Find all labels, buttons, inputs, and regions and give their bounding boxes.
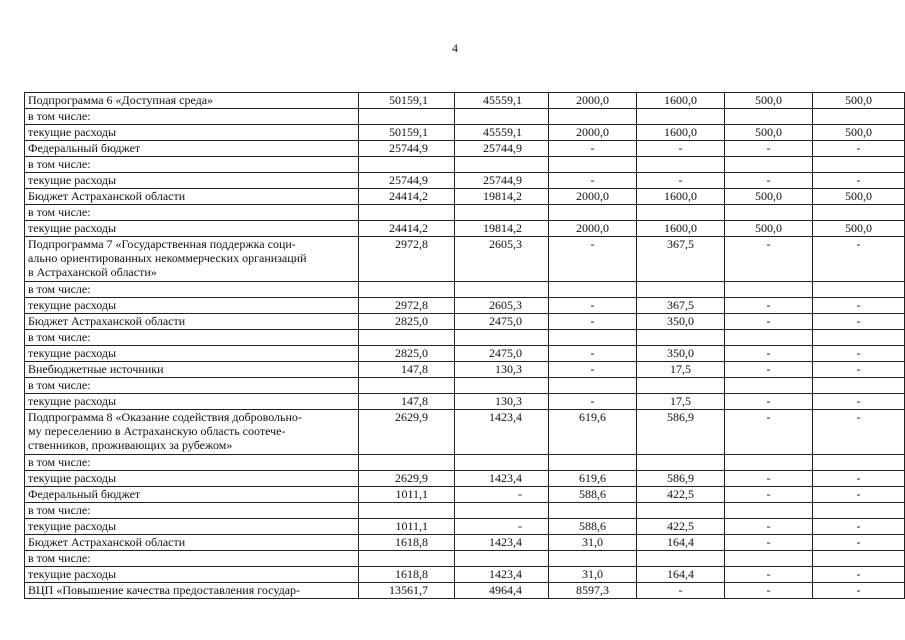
cell-value — [549, 455, 637, 471]
cell-value: - — [725, 141, 813, 157]
cell-value: 50159,1 — [359, 93, 455, 109]
cell-value: - — [725, 298, 813, 314]
cell-value: - — [725, 394, 813, 410]
cell-value: 31,0 — [549, 567, 637, 583]
cell-value — [549, 205, 637, 221]
cell-value — [637, 205, 725, 221]
cell-value — [359, 503, 455, 519]
cell-value: 4964,4 — [455, 583, 549, 599]
cell-value: - — [813, 237, 905, 282]
table-row — [25, 535, 905, 551]
cell-value: 2825,0 — [359, 314, 455, 330]
cell-value: 422,5 — [637, 487, 725, 503]
row-label: в том числе: — [25, 205, 359, 221]
cell-value: - — [725, 314, 813, 330]
cell-value — [637, 503, 725, 519]
cell-value — [813, 109, 905, 125]
cell-value: - — [549, 362, 637, 378]
cell-value: 1423,4 — [455, 471, 549, 487]
cell-value: - — [725, 471, 813, 487]
row-label: в том числе: — [25, 378, 359, 394]
cell-value — [637, 282, 725, 298]
cell-value — [725, 551, 813, 567]
cell-value: - — [725, 173, 813, 189]
cell-value — [455, 551, 549, 567]
cell-value — [637, 378, 725, 394]
table-row — [25, 282, 905, 298]
cell-value: 2605,3 — [455, 298, 549, 314]
cell-value: 2629,9 — [359, 410, 455, 455]
cell-value — [813, 205, 905, 221]
row-label: в том числе: — [25, 551, 359, 567]
row-label-line: ально ориентированных некоммерческих организаций — [28, 251, 307, 265]
cell-value: 2000,0 — [549, 221, 637, 237]
cell-value — [359, 282, 455, 298]
cell-value: 1423,4 — [455, 410, 549, 455]
row-label: текущие расходы — [25, 221, 359, 237]
table-row — [25, 394, 905, 410]
cell-value: 500,0 — [813, 93, 905, 109]
cell-value: 25744,9 — [455, 141, 549, 157]
table-row — [25, 109, 905, 125]
cell-value: 147,8 — [359, 394, 455, 410]
cell-value: - — [813, 410, 905, 455]
row-label-line: му переселению в Астраханскую область соотече- — [28, 424, 286, 438]
table-row — [25, 205, 905, 221]
cell-value: - — [725, 410, 813, 455]
cell-value: 130,3 — [455, 362, 549, 378]
cell-value — [637, 551, 725, 567]
cell-value — [813, 282, 905, 298]
cell-value — [813, 157, 905, 173]
cell-value: 1618,8 — [359, 535, 455, 551]
row-label: Федеральный бюджет — [25, 141, 359, 157]
cell-value — [637, 330, 725, 346]
cell-value: - — [813, 314, 905, 330]
cell-value — [549, 282, 637, 298]
row-label: текущие расходы — [25, 519, 359, 535]
table-row — [25, 93, 905, 109]
cell-value: 1618,8 — [359, 567, 455, 583]
cell-value: - — [725, 346, 813, 362]
cell-value — [725, 205, 813, 221]
table-row — [25, 125, 905, 141]
cell-value: 619,6 — [549, 410, 637, 455]
cell-value — [813, 378, 905, 394]
cell-value — [359, 205, 455, 221]
cell-value: 2605,3 — [455, 237, 549, 282]
cell-value: 500,0 — [725, 125, 813, 141]
cell-value: 619,6 — [549, 471, 637, 487]
row-label: текущие расходы — [25, 567, 359, 583]
budget-table — [24, 92, 905, 599]
cell-value: 2972,8 — [359, 237, 455, 282]
row-label: Бюджет Астраханской области — [25, 314, 359, 330]
cell-value: 1423,4 — [455, 535, 549, 551]
row-label-line: в Астраханской области» — [28, 265, 157, 279]
cell-value: 1600,0 — [637, 221, 725, 237]
row-label: текущие расходы — [25, 394, 359, 410]
table-row — [25, 551, 905, 567]
page-number: 4 — [452, 41, 458, 55]
cell-value: - — [725, 535, 813, 551]
cell-value: 1011,1 — [359, 519, 455, 535]
table-row — [25, 362, 905, 378]
cell-value: - — [549, 141, 637, 157]
table-row — [25, 189, 905, 205]
cell-value: - — [637, 173, 725, 189]
cell-value: 1600,0 — [637, 93, 725, 109]
cell-value: 350,0 — [637, 314, 725, 330]
cell-value: 31,0 — [549, 535, 637, 551]
cell-value: 24414,2 — [359, 189, 455, 205]
table-row — [25, 314, 905, 330]
cell-value: - — [813, 567, 905, 583]
cell-value: 422,5 — [637, 519, 725, 535]
cell-value: - — [455, 487, 549, 503]
cell-value — [725, 503, 813, 519]
cell-value — [637, 455, 725, 471]
cell-value: 50159,1 — [359, 125, 455, 141]
table-row — [25, 378, 905, 394]
cell-value: 586,9 — [637, 471, 725, 487]
row-label: Федеральный бюджет — [25, 487, 359, 503]
cell-value — [813, 455, 905, 471]
row-label — [25, 410, 359, 455]
cell-value — [725, 330, 813, 346]
row-label: в том числе: — [25, 157, 359, 173]
cell-value: 500,0 — [813, 189, 905, 205]
table-row — [25, 173, 905, 189]
table-row — [25, 455, 905, 471]
cell-value: - — [813, 394, 905, 410]
table-row — [25, 410, 905, 455]
cell-value: 130,3 — [455, 394, 549, 410]
cell-value: - — [813, 471, 905, 487]
cell-value: 25744,9 — [359, 141, 455, 157]
row-label: в том числе: — [25, 503, 359, 519]
cell-value — [725, 378, 813, 394]
cell-value — [549, 378, 637, 394]
cell-value: - — [813, 346, 905, 362]
row-label: текущие расходы — [25, 125, 359, 141]
row-label: текущие расходы — [25, 173, 359, 189]
cell-value: - — [725, 567, 813, 583]
cell-value: - — [549, 173, 637, 189]
cell-value: 1423,4 — [455, 567, 549, 583]
cell-value: - — [637, 141, 725, 157]
cell-value: 19814,2 — [455, 189, 549, 205]
cell-value — [359, 157, 455, 173]
cell-value: - — [637, 583, 725, 599]
cell-value: 25744,9 — [455, 173, 549, 189]
row-label: Подпрограмма 6 «Доступная среда» — [25, 93, 359, 109]
cell-value: 1600,0 — [637, 125, 725, 141]
cell-value: 25744,9 — [359, 173, 455, 189]
cell-value — [455, 109, 549, 125]
cell-value: - — [813, 362, 905, 378]
cell-value: - — [549, 314, 637, 330]
table-row — [25, 567, 905, 583]
cell-value: 500,0 — [813, 125, 905, 141]
cell-value — [455, 503, 549, 519]
row-label: в том числе: — [25, 455, 359, 471]
row-label-line: Подпрограмма 8 «Оказание содействия добровольно- — [28, 410, 302, 424]
row-label: в том числе: — [25, 282, 359, 298]
cell-value — [637, 157, 725, 173]
row-label — [25, 237, 359, 282]
cell-value — [549, 157, 637, 173]
cell-value: 367,5 — [637, 298, 725, 314]
cell-value: 13561,7 — [359, 583, 455, 599]
cell-value — [637, 109, 725, 125]
row-label: Бюджет Астраханской области — [25, 535, 359, 551]
cell-value: 2000,0 — [549, 189, 637, 205]
cell-value — [455, 157, 549, 173]
cell-value: - — [549, 237, 637, 282]
cell-value: 500,0 — [813, 221, 905, 237]
cell-value: 2475,0 — [455, 346, 549, 362]
cell-value: 147,8 — [359, 362, 455, 378]
table-row — [25, 330, 905, 346]
cell-value: - — [725, 237, 813, 282]
cell-value: - — [813, 141, 905, 157]
table-row — [25, 503, 905, 519]
cell-value: 45559,1 — [455, 125, 549, 141]
cell-value: 164,4 — [637, 535, 725, 551]
cell-value: 367,5 — [637, 237, 725, 282]
cell-value: - — [813, 298, 905, 314]
table-row — [25, 487, 905, 503]
row-label: текущие расходы — [25, 471, 359, 487]
row-label: текущие расходы — [25, 346, 359, 362]
cell-value: 2475,0 — [455, 314, 549, 330]
cell-value: 2825,0 — [359, 346, 455, 362]
row-label: Внебюджетные источники — [25, 362, 359, 378]
cell-value — [725, 455, 813, 471]
cell-value: 2000,0 — [549, 93, 637, 109]
table-row — [25, 221, 905, 237]
table-row — [25, 583, 905, 599]
cell-value — [813, 330, 905, 346]
cell-value — [359, 455, 455, 471]
cell-value: 2629,9 — [359, 471, 455, 487]
table-row — [25, 298, 905, 314]
cell-value: - — [549, 346, 637, 362]
cell-value: 24414,2 — [359, 221, 455, 237]
cell-value — [359, 551, 455, 567]
cell-value: 588,6 — [549, 487, 637, 503]
cell-value: - — [725, 487, 813, 503]
cell-value: - — [725, 583, 813, 599]
cell-value: - — [725, 362, 813, 378]
cell-value: - — [813, 173, 905, 189]
cell-value: 500,0 — [725, 221, 813, 237]
cell-value — [455, 330, 549, 346]
row-label: в том числе: — [25, 109, 359, 125]
row-label: текущие расходы — [25, 298, 359, 314]
table-row — [25, 237, 905, 282]
cell-value: - — [813, 487, 905, 503]
cell-value — [813, 503, 905, 519]
cell-value: 500,0 — [725, 93, 813, 109]
cell-value — [725, 109, 813, 125]
cell-value — [549, 503, 637, 519]
row-label: Бюджет Астраханской области — [25, 189, 359, 205]
cell-value: 17,5 — [637, 362, 725, 378]
cell-value: - — [813, 535, 905, 551]
row-label: ВЦП «Повышение качества предоставления государ- — [25, 583, 359, 599]
cell-value — [455, 205, 549, 221]
cell-value — [549, 109, 637, 125]
table-row — [25, 471, 905, 487]
cell-value: 586,9 — [637, 410, 725, 455]
cell-value — [725, 282, 813, 298]
cell-value: - — [725, 519, 813, 535]
cell-value: 1011,1 — [359, 487, 455, 503]
cell-value: - — [813, 519, 905, 535]
cell-value: 1600,0 — [637, 189, 725, 205]
cell-value — [725, 157, 813, 173]
row-label: в том числе: — [25, 330, 359, 346]
table-row — [25, 519, 905, 535]
cell-value — [549, 330, 637, 346]
cell-value — [549, 551, 637, 567]
cell-value: 350,0 — [637, 346, 725, 362]
table-row — [25, 141, 905, 157]
table-row — [25, 157, 905, 173]
row-label-line: ственников, проживающих за рубежом» — [28, 438, 233, 452]
cell-value: 2972,8 — [359, 298, 455, 314]
row-label-line: Подпрограмма 7 «Государственная поддержка соци- — [28, 237, 296, 251]
cell-value: 19814,2 — [455, 221, 549, 237]
cell-value — [813, 551, 905, 567]
cell-value — [455, 378, 549, 394]
cell-value: 164,4 — [637, 567, 725, 583]
table-row — [25, 346, 905, 362]
cell-value — [359, 109, 455, 125]
cell-value: 2000,0 — [549, 125, 637, 141]
cell-value: 45559,1 — [455, 93, 549, 109]
cell-value: 500,0 — [725, 189, 813, 205]
cell-value: - — [813, 583, 905, 599]
cell-value: 588,6 — [549, 519, 637, 535]
cell-value: - — [549, 394, 637, 410]
cell-value: - — [455, 519, 549, 535]
cell-value: - — [549, 298, 637, 314]
cell-value: 8597,3 — [549, 583, 637, 599]
cell-value — [359, 378, 455, 394]
cell-value — [455, 282, 549, 298]
cell-value — [455, 455, 549, 471]
cell-value — [359, 330, 455, 346]
cell-value: 17,5 — [637, 394, 725, 410]
